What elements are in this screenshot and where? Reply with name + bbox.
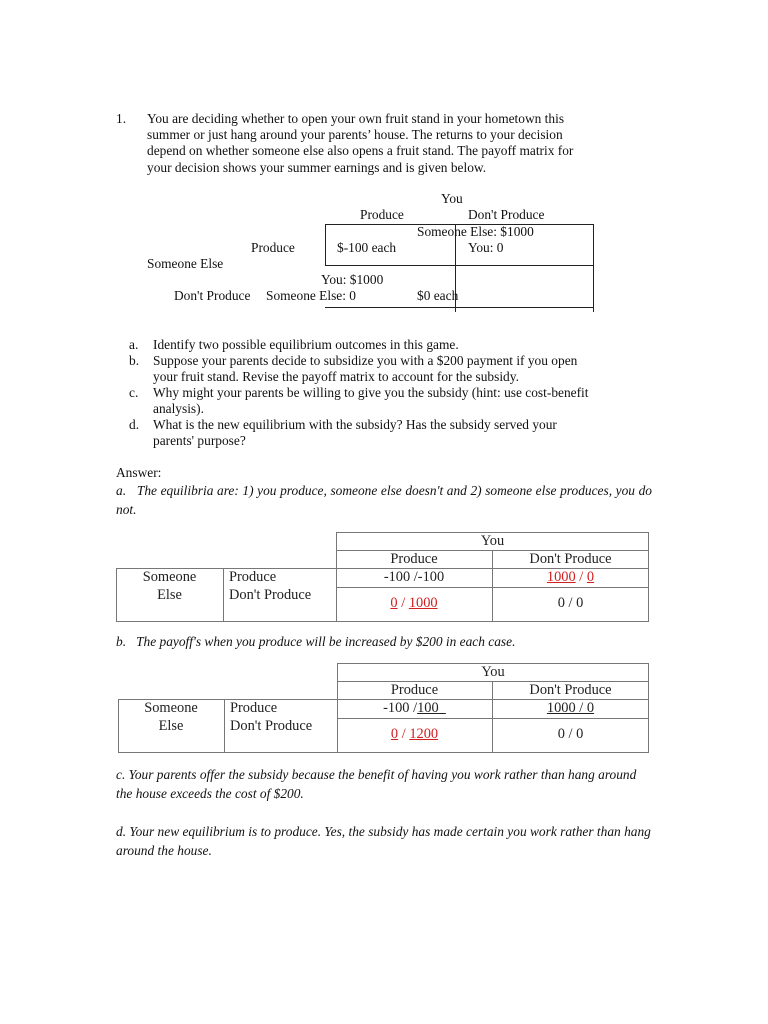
table2-cell-22: 0 / 0 <box>557 726 584 742</box>
table2-else: Else <box>158 718 184 734</box>
table1-someone: Someone <box>142 569 197 585</box>
answer-d-text: d. Your new equilibrium is to produce. Yes, the subsidy has made certain you work rather than hang around the house. <box>116 824 651 859</box>
table2-cell-21: 0 / 1200 <box>390 726 439 742</box>
matrix-you-label: You <box>441 191 463 206</box>
intro-line: You are deciding whether to open your own fruit stand in your hometown this <box>147 111 565 126</box>
table1-row-dont-produce: Don't Produce <box>229 587 312 603</box>
matrix-border-bottom <box>325 307 594 308</box>
table1-cell-11: -100 /-100 <box>383 569 445 585</box>
table1-you-label: You <box>480 533 505 549</box>
table2-row-produce: Produce <box>230 700 278 716</box>
table2-someone: Someone <box>144 700 198 716</box>
cell-dont-produce-bottom: Someone Else: 0 <box>266 288 357 303</box>
part-label: c. <box>129 385 139 400</box>
cell-dont-produce-top: You: $1000 <box>321 272 384 287</box>
table2-you-label: You <box>481 664 505 680</box>
matrix-border-left <box>325 224 326 266</box>
intro-line: your decision shows your summer earnings and is given below. <box>147 159 487 175</box>
part-a-text: Identify two possible equilibrium outcomes in this game. <box>153 337 459 352</box>
table2-cell-11: -100 /100 <box>383 700 439 716</box>
matrix-row-produce: Produce <box>251 240 295 255</box>
intro-line: summer or just hang around your parents’ house. The returns to your decision <box>147 127 563 143</box>
answer-c-text: c. Your parents offer the subsidy because the benefit of having you work rather than hang around the house exceeds the cost of $200. <box>116 767 637 802</box>
part-label: a. <box>129 337 139 352</box>
answer-a-text: a. The equilibria are: 1) you produce, someone else doesn't and 2) someone else produces, you do not. <box>116 483 652 518</box>
part-c-text: Why might your parents be willing to give you the subsidy (hint: use cost-benefit analysis). <box>153 385 589 416</box>
answer-b-text: b. The payoff's when you produce will be increased by $200 in each case. <box>116 634 516 649</box>
table1-cell-21: 0 / 1000 <box>390 595 438 611</box>
question-intro <box>147 111 647 176</box>
table2-col-dont-produce: Don't Produce <box>529 682 612 698</box>
table2-row-dont-produce: Don't Produce <box>230 718 313 734</box>
table2-cell-12: 1000 / 0 <box>546 700 595 716</box>
table1-cell-22: 0 / 0 <box>557 595 584 611</box>
answer-table-2 <box>116 663 649 753</box>
part-label: d. <box>129 417 140 432</box>
cell-produce-produce: $-100 each <box>337 240 397 255</box>
intro-line: depend on whether someone else also opens a fruit stand. The payoff matrix for <box>147 143 574 159</box>
matrix-row-dont-produce: Don't Produce <box>174 288 251 303</box>
answer-table-1 <box>116 532 649 622</box>
cell-produce-dont-top: Someone Else: $1000 <box>417 224 534 239</box>
matrix-row-group: Someone Else <box>147 256 224 271</box>
part-d-text: What is the new equilibrium with the subsidy? Has the subsidy served your parents' purpose? <box>153 417 557 448</box>
cell-produce-dont-bottom: You: 0 <box>468 240 504 255</box>
matrix-border-right <box>593 224 594 312</box>
table1-cell-12: 1000 / 0 <box>546 569 595 585</box>
table1-row-produce: Produce <box>229 569 277 585</box>
table1-else: Else <box>157 587 182 603</box>
matrix-col-produce: Produce <box>360 207 404 222</box>
matrix-col-dont-produce: Don't Produce <box>468 207 545 222</box>
table2-col-produce: Produce <box>390 682 439 698</box>
matrix-border-middle <box>325 265 594 266</box>
table1-col-produce: Produce <box>390 551 438 567</box>
cell-dont-dont: $0 each <box>417 288 459 303</box>
table1-col-dont-produce: Don't Produce <box>529 551 612 567</box>
question-number: 1. <box>116 111 127 126</box>
answer-heading: Answer: <box>116 465 162 480</box>
part-label: b. <box>129 353 140 368</box>
part-b-text: Suppose your parents decide to subsidize you with a $200 payment if you open your fruit stand. Revise the payoff matrix to account for the subsidy. <box>153 353 578 384</box>
